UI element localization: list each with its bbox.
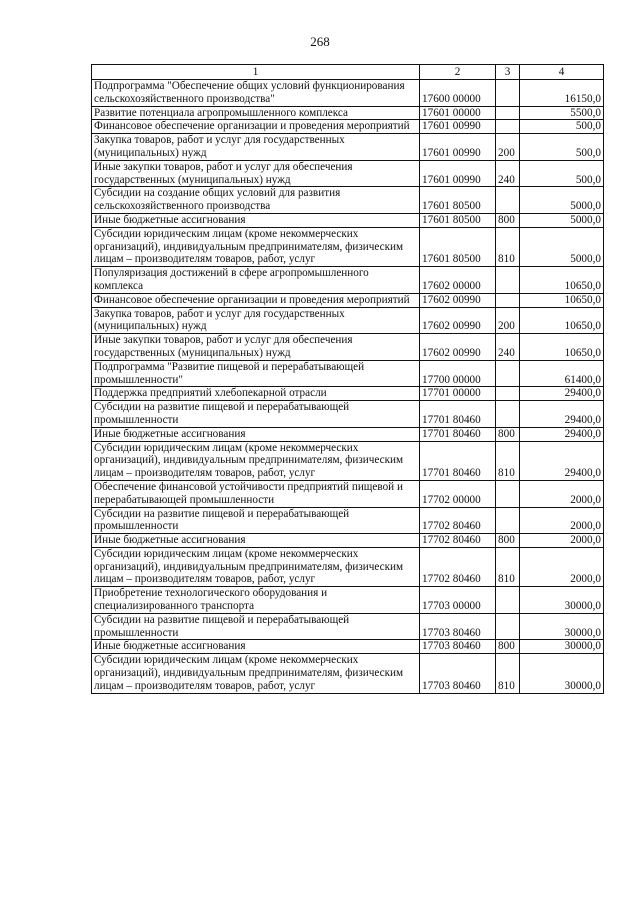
cell-amount: 61400,0 (520, 360, 604, 387)
cell-amount: 500,0 (520, 120, 604, 134)
cell-amount: 10650,0 (520, 267, 604, 294)
column-header-amount: 4 (520, 65, 604, 80)
cell-code: 17601 80500 (420, 227, 496, 266)
cell-amount: 2000,0 (520, 534, 604, 548)
cell-name: Обеспечение финансовой устойчивости предприятий пищевой и перерабатывающей промышленности (92, 480, 420, 507)
cell-code: 17703 80460 (420, 640, 496, 654)
cell-code: 17601 00000 (420, 106, 496, 120)
column-header-kind: 3 (496, 65, 520, 80)
cell-name: Иные бюджетные ассигнования (92, 534, 420, 548)
cell-code: 17702 80460 (420, 507, 496, 534)
cell-amount: 5000,0 (520, 227, 604, 266)
table-header-row (92, 65, 604, 80)
cell-code: 17701 80460 (420, 401, 496, 428)
cell-kind (496, 507, 520, 534)
cell-name: Приобретение технологического оборудования и специализированного транспорта (92, 587, 420, 614)
cell-amount: 30000,0 (520, 587, 604, 614)
table-row (92, 187, 604, 214)
budget-table (91, 64, 604, 694)
cell-name: Иные закупки товаров, работ и услуг для обеспечения государственных (муниципальных) нужд (92, 160, 420, 187)
table-row (92, 293, 604, 307)
cell-amount: 29400,0 (520, 441, 604, 480)
cell-code: 17702 00000 (420, 480, 496, 507)
table-row (92, 106, 604, 120)
table-row (92, 441, 604, 480)
cell-name: Субсидии на развитие пищевой и перерабатывающей промышленности (92, 613, 420, 640)
cell-code: 17701 80460 (420, 441, 496, 480)
cell-kind: 800 (496, 427, 520, 441)
cell-amount: 30000,0 (520, 613, 604, 640)
cell-kind (496, 480, 520, 507)
cell-amount: 500,0 (520, 134, 604, 161)
cell-name: Подпрограмма "Обеспечение общих условий функционирования сельскохозяйственного производства" (92, 80, 420, 107)
cell-name: Иные закупки товаров, работ и услуг для обеспечения государственных (муниципальных) нужд (92, 334, 420, 361)
cell-name: Субсидии юридическим лицам (кроме некоммерческих организаций), индивидуальным предпринимателям, физическим лицам – производителям товаров, работ, услуг (92, 441, 420, 480)
table-row (92, 547, 604, 586)
cell-name: Иные бюджетные ассигнования (92, 213, 420, 227)
cell-code: 17601 80500 (420, 213, 496, 227)
cell-name: Финансовое обеспечение организации и проведения мероприятий (92, 120, 420, 134)
cell-kind: 240 (496, 334, 520, 361)
table-row (92, 654, 604, 693)
table-row (92, 120, 604, 134)
cell-name: Развитие потенциала агропромышленного комплекса (92, 106, 420, 120)
table-row (92, 401, 604, 428)
cell-name: Субсидии на развитие пищевой и перерабатывающей промышленности (92, 507, 420, 534)
cell-code: 17601 00990 (420, 134, 496, 161)
cell-kind (496, 401, 520, 428)
table-row (92, 80, 604, 107)
cell-code: 17601 80500 (420, 187, 496, 214)
cell-kind (496, 360, 520, 387)
cell-name: Субсидии на развитие пищевой и перерабатывающей промышленности (92, 401, 420, 428)
cell-amount: 29400,0 (520, 387, 604, 401)
table-row (92, 267, 604, 294)
cell-code: 17703 80460 (420, 654, 496, 693)
cell-code: 17602 00990 (420, 334, 496, 361)
table-row (92, 134, 604, 161)
cell-name: Подпрограмма "Развитие пищевой и перерабатывающей промышленности" (92, 360, 420, 387)
cell-kind (496, 187, 520, 214)
cell-name: Субсидии юридическим лицам (кроме некоммерческих организаций), индивидуальным предпринимателям, физическим лицам – производителям товаров, работ, услуг (92, 227, 420, 266)
cell-kind: 810 (496, 547, 520, 586)
cell-kind: 200 (496, 134, 520, 161)
cell-name: Субсидии юридическим лицам (кроме некоммерческих организаций), индивидуальным предпринимателям, физическим лицам – производителям товаров, работ, услуг (92, 654, 420, 693)
cell-amount: 500,0 (520, 160, 604, 187)
cell-amount: 16150,0 (520, 80, 604, 107)
cell-code: 17600 00000 (420, 80, 496, 107)
cell-kind: 810 (496, 441, 520, 480)
table-row (92, 360, 604, 387)
cell-kind (496, 613, 520, 640)
cell-kind: 800 (496, 213, 520, 227)
table-row (92, 480, 604, 507)
column-header-name: 1 (92, 65, 420, 80)
cell-name: Финансовое обеспечение организации и проведения мероприятий (92, 293, 420, 307)
cell-code: 17703 00000 (420, 587, 496, 614)
cell-name: Популяризация достижений в сфере агропромышленного комплекса (92, 267, 420, 294)
table-row (92, 334, 604, 361)
table-row (92, 227, 604, 266)
cell-amount: 30000,0 (520, 640, 604, 654)
cell-code: 17701 80460 (420, 427, 496, 441)
cell-code: 17602 00000 (420, 267, 496, 294)
cell-name: Иные бюджетные ассигнования (92, 640, 420, 654)
table-row (92, 587, 604, 614)
table-body (92, 80, 604, 694)
cell-amount: 5500,0 (520, 106, 604, 120)
cell-amount: 2000,0 (520, 547, 604, 586)
cell-kind: 240 (496, 160, 520, 187)
cell-amount: 5000,0 (520, 187, 604, 214)
cell-code: 17601 00990 (420, 120, 496, 134)
cell-kind (496, 267, 520, 294)
cell-amount: 2000,0 (520, 480, 604, 507)
cell-kind (496, 293, 520, 307)
table-row (92, 613, 604, 640)
cell-name: Закупка товаров, работ и услуг для государственных (муниципальных) нужд (92, 134, 420, 161)
cell-code: 17702 80460 (420, 547, 496, 586)
cell-kind (496, 120, 520, 134)
cell-kind (496, 80, 520, 107)
cell-kind: 800 (496, 534, 520, 548)
cell-code: 17602 00990 (420, 293, 496, 307)
cell-kind (496, 106, 520, 120)
cell-code: 17702 80460 (420, 534, 496, 548)
cell-name: Субсидии на создание общих условий для развития сельскохозяйственного производства (92, 187, 420, 214)
table-row (92, 507, 604, 534)
cell-kind: 800 (496, 640, 520, 654)
table-row (92, 307, 604, 334)
cell-kind (496, 387, 520, 401)
cell-kind (496, 587, 520, 614)
table-row (92, 427, 604, 441)
cell-kind: 810 (496, 654, 520, 693)
cell-amount: 2000,0 (520, 507, 604, 534)
cell-code: 17701 00000 (420, 387, 496, 401)
table-row (92, 387, 604, 401)
column-header-code: 2 (420, 65, 496, 80)
cell-kind: 810 (496, 227, 520, 266)
table-row (92, 160, 604, 187)
cell-amount: 10650,0 (520, 307, 604, 334)
cell-amount: 10650,0 (520, 293, 604, 307)
cell-amount: 29400,0 (520, 427, 604, 441)
cell-amount: 10650,0 (520, 334, 604, 361)
table-row (92, 213, 604, 227)
cell-code: 17602 00990 (420, 307, 496, 334)
cell-name: Поддержка предприятий хлебопекарной отрасли (92, 387, 420, 401)
cell-amount: 30000,0 (520, 654, 604, 693)
cell-amount: 5000,0 (520, 213, 604, 227)
table-row (92, 640, 604, 654)
cell-code: 17703 80460 (420, 613, 496, 640)
cell-name: Субсидии юридическим лицам (кроме некоммерческих организаций), индивидуальным предпринимателям, физическим лицам – производителям товаров, работ, услуг (92, 547, 420, 586)
cell-amount: 29400,0 (520, 401, 604, 428)
cell-code: 17700 00000 (420, 360, 496, 387)
cell-kind: 200 (496, 307, 520, 334)
cell-code: 17601 00990 (420, 160, 496, 187)
page-number: 268 (310, 34, 330, 49)
cell-name: Иные бюджетные ассигнования (92, 427, 420, 441)
table-row (92, 534, 604, 548)
cell-name: Закупка товаров, работ и услуг для государственных (муниципальных) нужд (92, 307, 420, 334)
